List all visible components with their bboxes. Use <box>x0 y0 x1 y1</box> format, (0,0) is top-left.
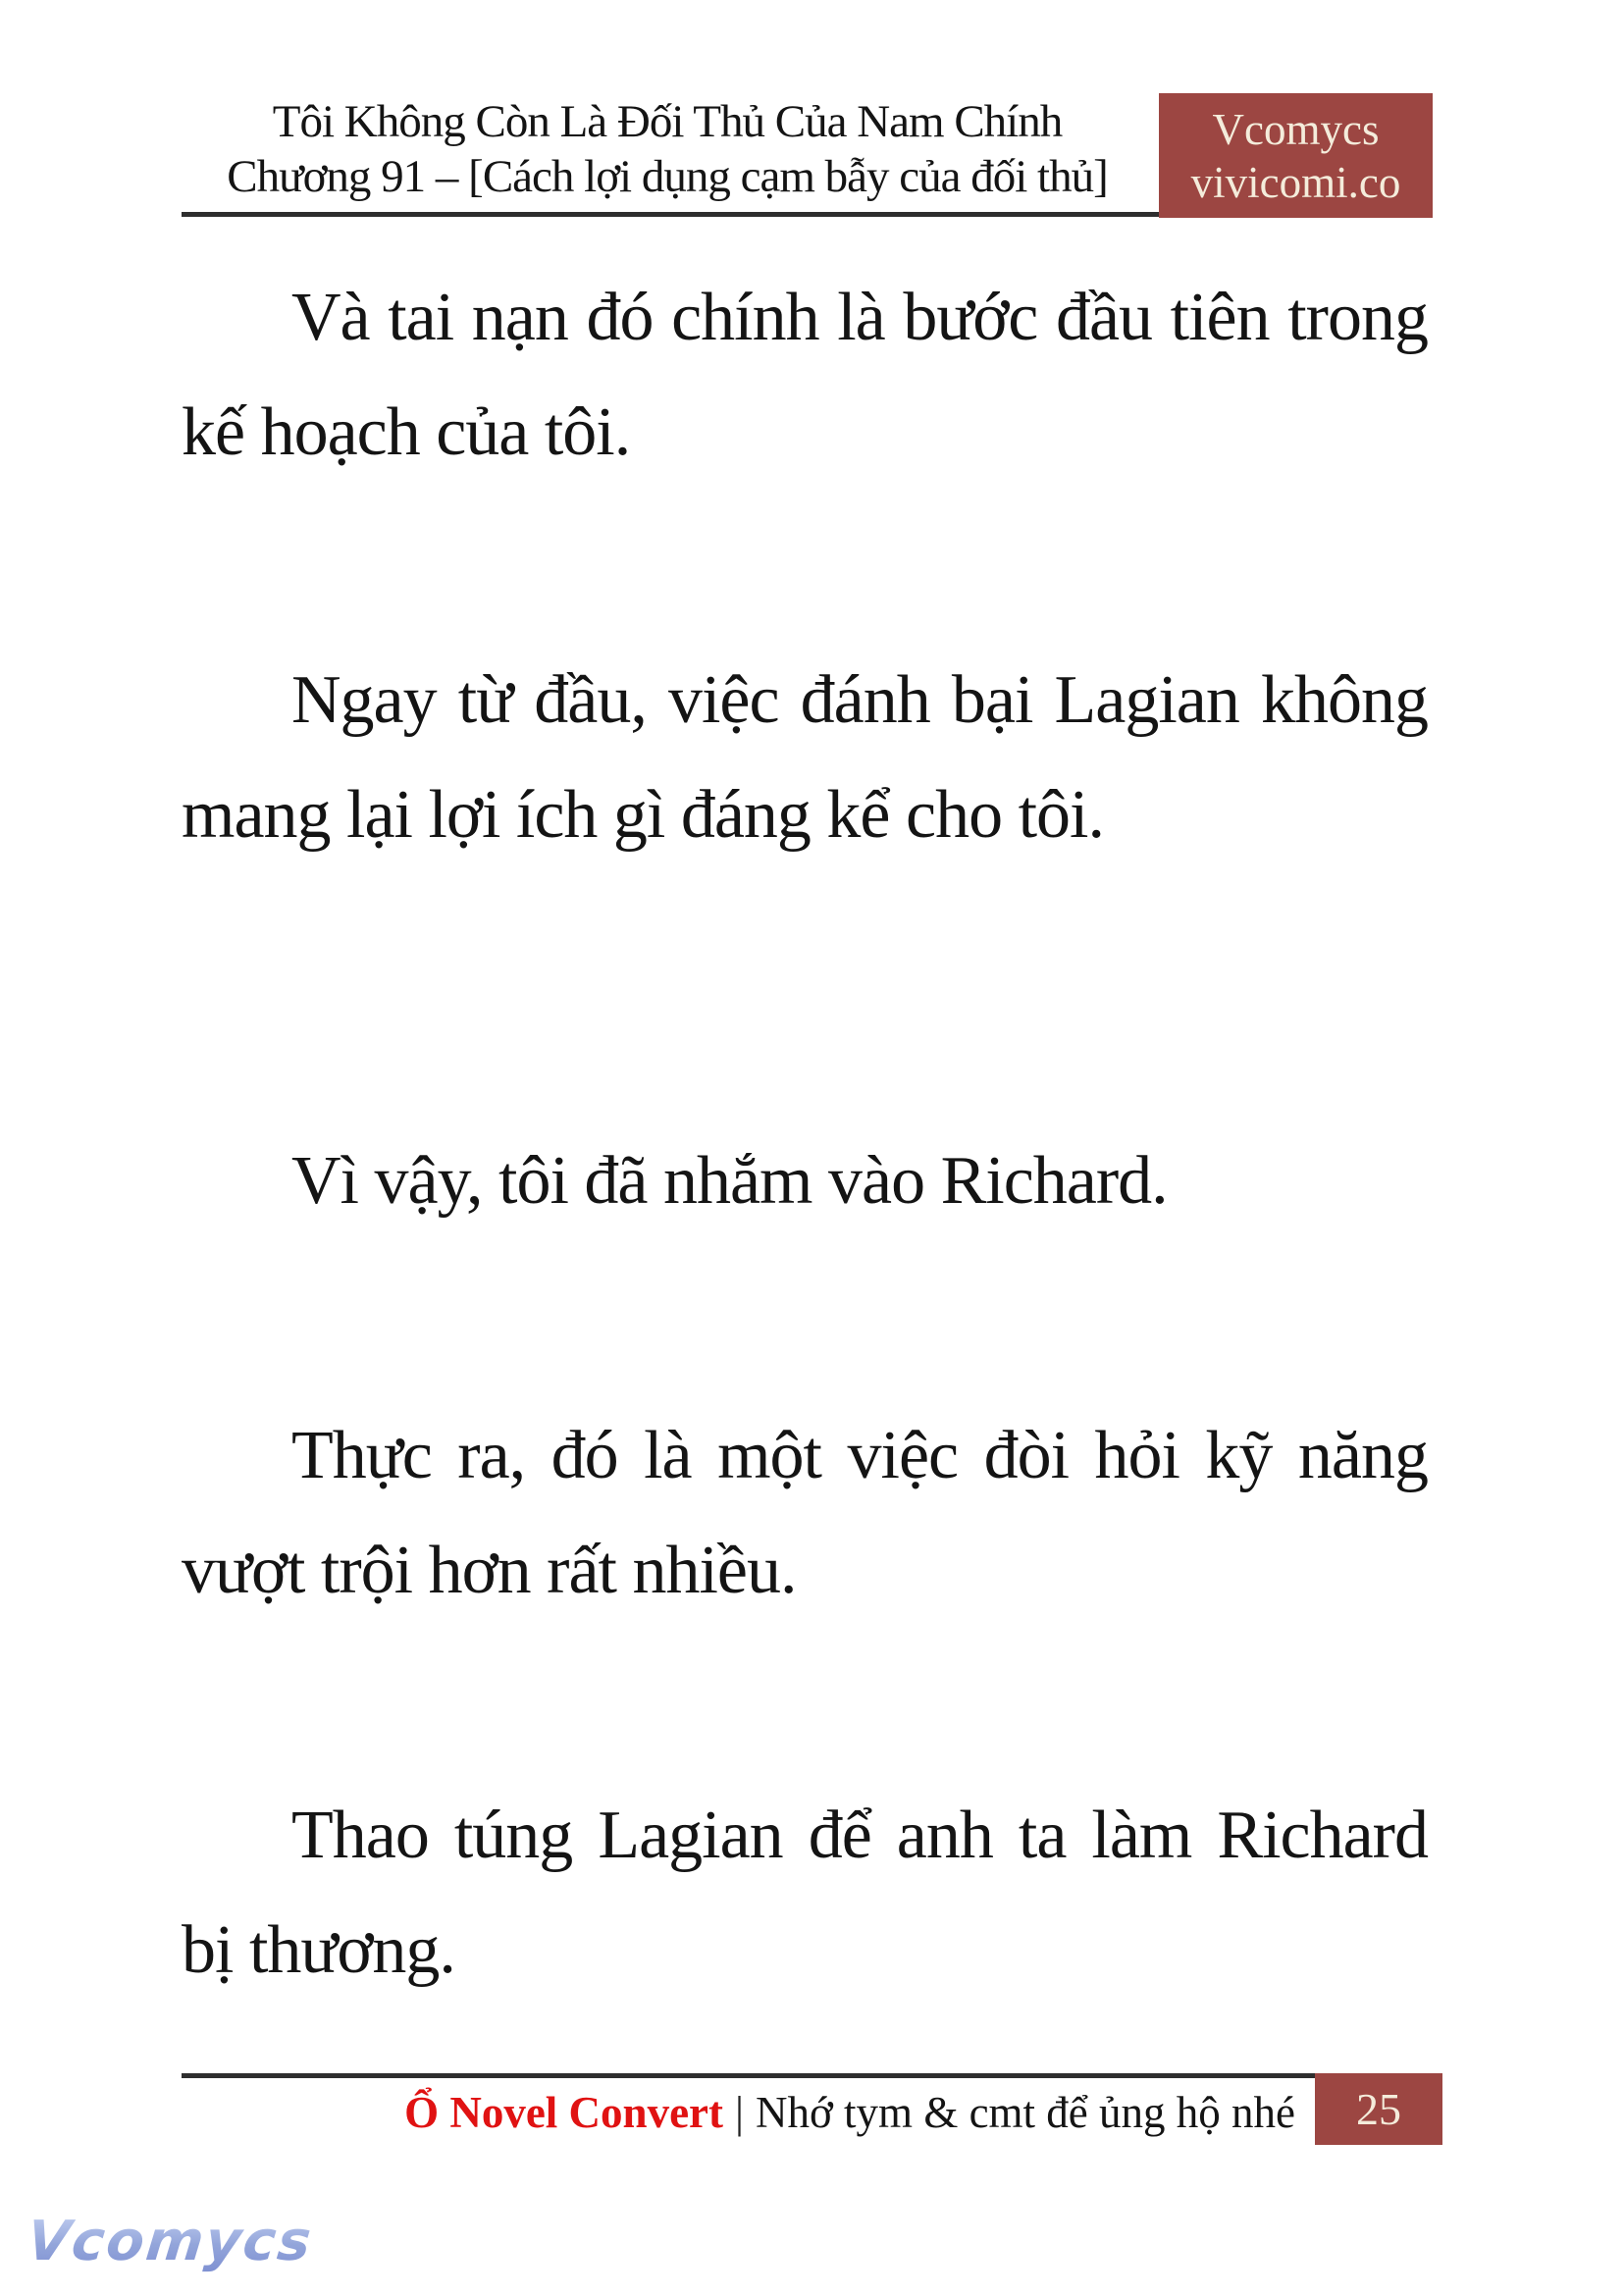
footer-note: Nhớ tym & cmt để ủng hộ nhé <box>756 2088 1295 2137</box>
brand-site: vivicomi.co <box>1190 157 1401 207</box>
brand-name: Vcomycs <box>1212 104 1380 154</box>
page-header <box>182 94 1153 204</box>
body-paragraph: Ngay từ đầu, việc đánh bại Lagian không mang lại lợi ích gì đáng kể cho tôi. <box>182 662 1428 853</box>
footer-credit <box>182 2084 1295 2141</box>
footer-brand: Ổ Novel Convert <box>404 2088 723 2137</box>
series-title: Tôi Không Còn Là Đối Thủ Của Nam Chính <box>272 96 1063 147</box>
page-number-badge <box>1315 2073 1442 2145</box>
body-paragraph: Và tai nạn đó chính là bước đầu tiên trong kế hoạch của tôi. <box>182 280 1428 470</box>
body-paragraph: Thao túng Lagian để anh ta làm Richard bị thương. <box>182 1798 1428 1988</box>
body-paragraph: Thực ra, đó là một việc đòi hỏi kỹ năng vượt trội hơn rất nhiều. <box>182 1418 1428 1608</box>
footer-divider <box>182 2073 1315 2078</box>
footer-separator: | <box>735 2088 745 2137</box>
body-paragraph: Vì vậy, tôi đã nhắm vào Richard. <box>291 1143 1168 1219</box>
vcomycs-brand-box <box>1159 93 1433 218</box>
vcomycs-watermark-logo: Vcomycs <box>24 2210 316 2273</box>
header-divider <box>182 212 1159 217</box>
chapter-title: Chương 91 – [Cách lợi dụng cạm bẫy của đối thủ] <box>227 151 1108 202</box>
page-number: 25 <box>1356 2084 1401 2134</box>
